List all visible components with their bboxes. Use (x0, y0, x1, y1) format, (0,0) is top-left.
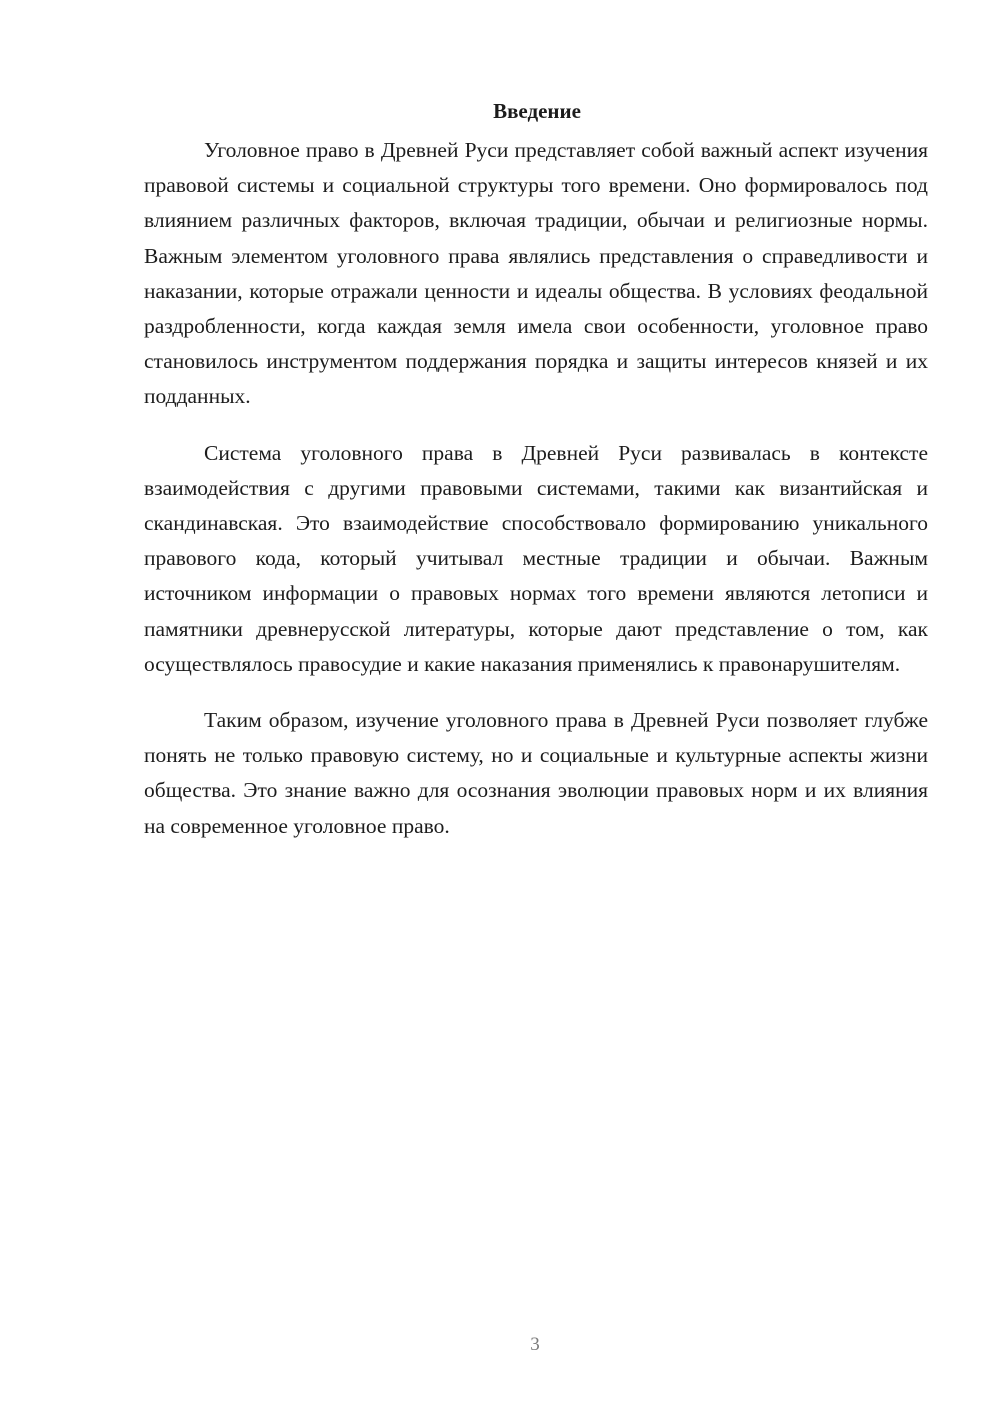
paragraph-1: Уголовное право в Древней Руси представляет собой важный аспект изучения правовой системы и социальной структуры того времени. Оно формировалось под влиянием различных факторов, включая традиции, обычаи и религиозные нормы. Важным элементом уголовного права являлись представления о справедливости и наказании, которые отражали ценности и идеалы общества. В условиях феодальной раздробленности, когда каждая земля имела свои особенности, уголовное право становилось инструментом поддержания порядка и защиты интересов князей и их подданных. (144, 138, 928, 409)
section-heading: Введение (493, 99, 581, 123)
paragraph-3: Таким образом, изучение уголовного права в Древней Руси позволяет глубже понять не только правовую систему, но и социальные и культурные аспекты жизни общества. Это знание важно для осознания эволюции правовых норм и их влияния на современное уголовное право. (144, 708, 928, 838)
paragraph-2: Система уголовного права в Древней Руси развивалась в контексте взаимодействия с другими правовыми системами, такими как византийская и скандинавская. Это взаимодействие способствовало формированию уникального правового кода, который учитывал местные традиции и обычаи. Важным источником информации о правовых нормах того времени являются летописи и памятники древнерусской литературы, которые дают представление о том, как осуществлялось правосудие и какие наказания применялись к правонарушителям. (144, 440, 928, 676)
page-number: 3 (530, 1334, 540, 1355)
page-content (144, 94, 928, 865)
